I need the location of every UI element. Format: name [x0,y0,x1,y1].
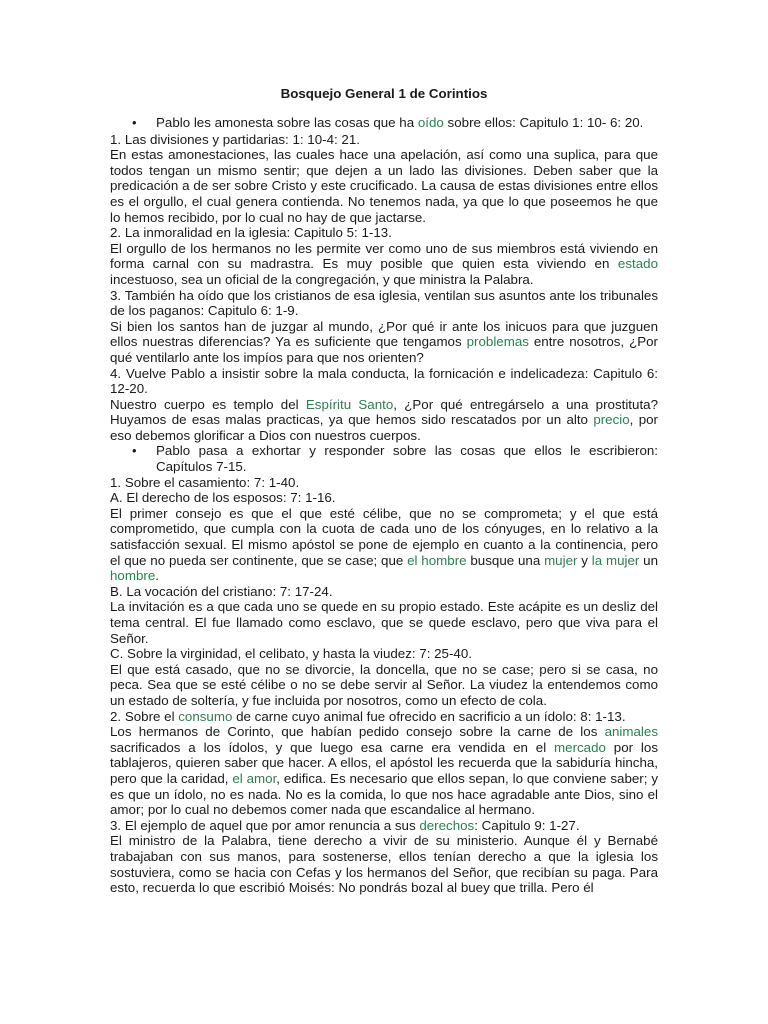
heading-text: : Capitulo 9: 1-27. [474,817,580,833]
bullet-item [110,443,658,474]
subsection-heading: C. Sobre la virginidad, el celibato, y hasta la viudez: 7: 25-40. [110,646,472,662]
keyword-link[interactable]: estado [617,256,658,272]
paragraph [110,319,658,366]
paragraph-text: Si bien los santos han de juzgar al mundo, ¿Por qué ir ante los inicuos para que juzguen ellos nuestras diferencias? Ya es suficiente que tengamos [110,318,658,350]
keyword-link[interactable]: mujer [544,552,578,568]
bullet-item [110,115,658,131]
paragraph-text: y [577,552,592,568]
keyword-link[interactable]: precio [593,412,630,428]
paragraph-text: , por eso debemos glorificar a Dios con nuestros cuerpos. [110,412,658,443]
keyword-link[interactable]: oído [417,115,444,130]
section-heading [110,818,658,834]
paragraph: En estas amonestaciones, las cuales hace una apelación, así como una suplica, para que todos tengan un mismo sentir; que dejen a un lado las divisiones. Deben saber que la predicación a de ser sobre Cristo y este crucificado. La causa de estas divisiones entre ellos es el orgullo, el cual genera contienda. No tenemos nada, ya que lo que poseemos he que lo hemos recibido, por lo cual no hay de que jactarse. [110,147,658,225]
paragraph-text: Nuestro cuerpo es templo del [110,396,306,412]
keyword-link[interactable]: problemas [466,334,529,350]
paragraph-text: busque una [466,552,545,568]
keyword-link[interactable]: derechos [419,817,475,833]
subsection-heading: A. El derecho de los esposos: 7: 1-16. [110,490,336,506]
document-page [110,86,658,896]
heading-text: 3. El ejemplo de aquel que por amor renuncia a sus [110,817,420,833]
subsection-heading: B. La vocación del cristiano: 7: 17-24. [110,583,333,599]
keyword-link[interactable]: animales [604,724,658,740]
paragraph: La invitación es a que cada uno se quede en su propio estado. Este acápite es un desliz del tema central. El fue llamado como esclavo, que se quede esclavo, pero que viva para el Señor. [110,599,658,646]
bullet-text: Pablo pasa a exhortar y responder sobre las cosas que ellos le escribieron: Capítulos 7-15. [156,443,658,475]
paragraph-text: entre nosotros, ¿Por qué ventilarlo ante los impíos para que nos orienten? [110,334,658,365]
keyword-link[interactable]: el amor [232,770,277,786]
heading-text: 2. Sobre el [110,708,179,724]
paragraph-text: , ¿Por qué entregárselo a una prostituta? Huyamos de esas malas practicas, ya que hemos sido rescatados por un alto [110,396,658,428]
keyword-link[interactable]: Espíritu Santo [305,396,394,412]
heading-text: de carne cuyo animal fue ofrecido en sacrificio a un ídolo: 8: 1-13. [232,708,626,724]
paragraph: El ministro de la Palabra, tiene derecho a vivir de su ministerio. Aunque él y Bernabé trabajaban con sus manos, para sostenerse, ellos tenían derecho a que la iglesia los sostuviera, como se hacia con Cefas y los hermanos del Señor, que recibían su paga. Para esto, recuerda lo que escribió Moisés: No pondrás bozal al buey que trilla. Pero él [110,833,658,896]
bullet-text: Pablo les amonesta sobre las cosas que ha [156,115,418,130]
keyword-link[interactable]: consumo [178,708,233,724]
paragraph-text: . [155,568,159,584]
paragraph-text: incestuoso, sea un oficial de la congregación, y que ministra la Palabra. [110,271,534,287]
paragraph-text: por los tablajeros, quieren saber que hacer. A ellos, el apóstol les recuerda que la sabiduría hincha, pero que la caridad, [110,739,658,786]
paragraph-text: El primer consejo es que el que esté célibe, que no se comprometa; y el que está comprometido, que cumpla con la cuota de cada uno de los cónyuges, en lo relativo a la satisfacción sexual. El mismo apóstol se pone de ejemplo en cuanto a la continencia, pero el que no pueda ser continente, que se case; que [110,505,658,568]
paragraph-text: , edifica. Es necesario que ellos sepan, lo que conviene saber; y es que un ídolo, no es nada. No es la comida, lo que nos hace agradable ante Dios, sino el amor; por lo cual no debemos comer nada que escandalice al hermano. [110,770,658,818]
section-heading [110,709,658,725]
paragraph: El que está casado, que no se divorcie, la doncella, que no se case; pero si se casa, no peca. Sea que se esté célibe o no se debe servir al Señor. La viudez la entendemos como un estado de soltería, y fue incluida por nosotros, como un efecto de cola. [110,661,658,708]
paragraph-text: un [639,552,658,568]
paragraph [110,397,658,444]
keyword-link[interactable]: la mujer [591,552,640,568]
section-heading: 1. Sobre el casamiento: 7: 1-40. [110,474,300,490]
bullet-text: sobre ellos: Capitulo 1: 10- 6: 20. [443,115,644,130]
paragraph-text: Los hermanos de Corinto, que habían pedido consejo sobre la carne de los [110,724,605,740]
keyword-link[interactable]: mercado [554,739,606,755]
section-heading: 1. Las divisiones y partidarias: 1: 10-4: 21. [110,131,360,147]
paragraph [110,506,658,584]
keyword-link[interactable]: hombre [110,568,156,584]
bullet-icon: • [132,443,137,459]
document-title: Bosquejo General 1 de Corintios [280,86,488,101]
bullet-icon: • [132,115,137,130]
paragraph [110,724,658,818]
keyword-link[interactable]: el hombre [407,552,467,568]
paragraph-text: sacrificados a los ídolos, y que luego esa carne era vendida en el [110,739,555,755]
section-heading: 4. Vuelve Pablo a insistir sobre la mala conducta, la fornicación e indelicadeza: Capitulo 6: 12-20. [110,365,658,397]
paragraph [110,241,658,288]
section-heading: 3. También ha oído que los cristianos de esa iglesia, ventilan sus asuntos ante los tribunales de los paganos: Capitulo 6: 1-9. [110,287,658,319]
paragraph-text: El orgullo de los hermanos no les permite ver como uno de sus miembros está viviendo en forma carnal con su madrastra. Es muy posible que quien esta viviendo en [110,240,658,272]
section-heading: 2. La inmoralidad en la iglesia: Capitulo 5: 1-13. [110,225,392,241]
